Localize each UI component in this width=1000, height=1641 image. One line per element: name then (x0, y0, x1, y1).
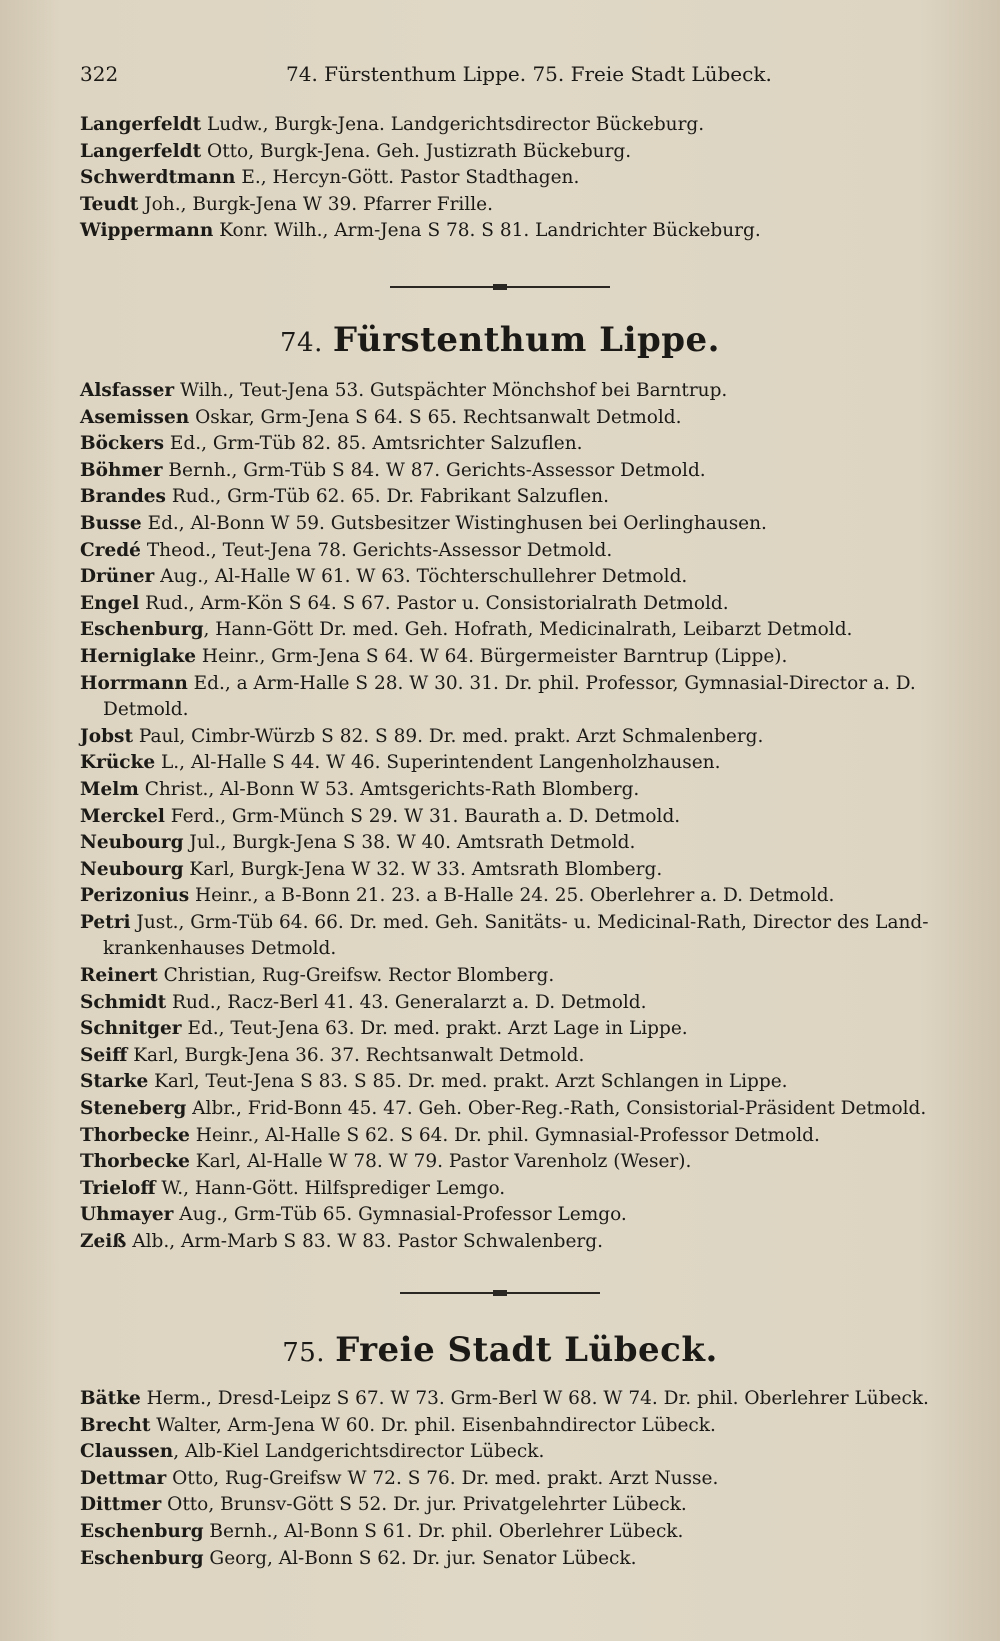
directory-entry (80, 1492, 970, 1519)
directory-entry (80, 1016, 970, 1043)
directory-entry (80, 1176, 970, 1203)
directory-entry (80, 405, 970, 432)
entry-surname: Langerfeldt (80, 140, 202, 162)
entry-details: Oskar, Grm-Jena S 64. S 65. Rechtsanwalt Detmold. (189, 406, 682, 428)
directory-entry (80, 484, 970, 511)
section-title: Fürstenthum Lippe. (332, 320, 721, 360)
entry-details: Alb., Arm-Marb S 83. W 83. Pastor Schwalenberg. (126, 1231, 603, 1252)
directory-entry (80, 1413, 970, 1440)
entry-surname: Horrmann (80, 672, 188, 694)
entry-details: Rud., Arm-Kön S 64. S 67. Pastor u. Consistorialrath Detmold. (139, 592, 729, 614)
entry-surname: Drüner (80, 566, 155, 588)
entry-surname: Reinert (80, 965, 158, 987)
entry-surname: Bätke (80, 1388, 141, 1409)
entry-surname: Zeiß (80, 1231, 127, 1252)
entry-surname: Credé (80, 539, 141, 561)
section-number: 75. (282, 1338, 326, 1368)
entry-details: Albr., Frid-Bonn 45. 47. Geh. Ober-Reg.-Rath, Consistorial-Präsident Detmold. (186, 1098, 927, 1120)
entry-surname: Neubourg (80, 832, 184, 854)
directory-entry (80, 750, 970, 777)
entry-continuation: krankenhauses Detmold. (103, 938, 337, 960)
entry-surname: Eschenburg (80, 619, 204, 641)
directory-entry (80, 777, 970, 804)
directory-entry (80, 830, 970, 857)
entry-surname: Teudt (80, 193, 139, 215)
entry-details: Rud., Racz-Berl 41. 43. Generalarzt a. D. Detmold. (166, 991, 647, 1013)
entry-details: Ed., a Arm-Halle S 28. W 30. 31. Dr. phil. Professor, Gymnasial-Director a. D. (187, 672, 916, 694)
directory-entry (80, 538, 970, 565)
entry-details: Walter, Arm-Jena W 60. Dr. phil. Eisenbahndirector Lübeck. (150, 1414, 716, 1436)
entry-details: Ludw., Burgk-Jena. Landgerichtsdirector Bückeburg. (201, 114, 705, 135)
entry-surname: Neubourg (80, 858, 184, 880)
entry-details: Ed., Al-Bonn W 59. Gutsbesitzer Wistinghusen bei Oerlinghausen. (141, 512, 767, 534)
directory-entry (80, 458, 970, 485)
entry-details: Karl, Teut-Jena S 83. S 85. Dr. med. prakt. Arzt Schlangen in Lippe. (148, 1071, 788, 1093)
directory-entry (80, 671, 970, 724)
entry-surname: Herniglake (80, 645, 197, 667)
entry-surname: Thorbecke (80, 1151, 190, 1173)
entries-continued (80, 112, 970, 245)
directory-entry (80, 963, 970, 990)
directory-entry (80, 511, 970, 538)
directory-entry (80, 591, 970, 618)
entry-surname: Wippermann (80, 220, 214, 242)
entry-surname: Dettmar (80, 1467, 167, 1489)
entry-surname: Dittmer (80, 1494, 162, 1516)
entry-details: Karl, Burgk-Jena W 32. W 33. Amtsrath Blomberg. (183, 858, 663, 880)
directory-entry (80, 431, 970, 458)
entry-details: , Hann-Gött Dr. med. Geh. Hofrath, Medicinalrath, Leibarzt Detmold. (203, 619, 853, 641)
directory-entry (80, 1229, 970, 1256)
section-heading-75 (0, 1330, 1000, 1370)
directory-entry (80, 990, 970, 1017)
entry-details: Heinr., Grm-Jena S 64. W 64. Bürgermeister Barntrup (Lippe). (196, 645, 788, 667)
entry-details: E., Hercyn-Gött. Pastor Stadthagen. (235, 167, 580, 189)
entry-details: Herm., Dresd-Leipz S 67. W 73. Grm-Berl W 68. W 74. Dr. phil. Oberlehrer Lübeck. (140, 1388, 929, 1409)
directory-entry (80, 218, 970, 245)
entry-surname: Melm (80, 778, 139, 800)
entry-surname: Alsfasser (80, 380, 175, 401)
entry-details: Georg, Al-Bonn S 62. Dr. jur. Senator Lübeck. (203, 1547, 637, 1569)
entry-surname: Seiff (80, 1044, 128, 1066)
entry-details: Ed., Teut-Jena 63. Dr. med. prakt. Arzt Lage in Lippe. (181, 1018, 688, 1040)
directory-entry (80, 1202, 970, 1229)
entry-details: Christ., Al-Bonn W 53. Amtsgerichts-Rath Blomberg. (138, 778, 640, 800)
entry-details: W., Hann-Gött. Hilfsprediger Lemgo. (155, 1177, 506, 1199)
directory-entry (80, 1043, 970, 1070)
directory-entry (80, 1546, 970, 1573)
entry-surname: Steneberg (80, 1098, 187, 1120)
entry-details: Karl, Al-Halle W 78. W 79. Pastor Varenholz (Weser). (189, 1151, 692, 1173)
entry-surname: Eschenburg (80, 1547, 204, 1569)
page-number: 322 (80, 62, 119, 86)
entry-surname: Schwerdtmann (80, 167, 236, 189)
directory-entry (80, 165, 970, 192)
entry-details: Otto, Burgk-Jena. Geh. Justizrath Bückeburg. (201, 140, 632, 162)
entry-details: Just., Grm-Tüb 64. 66. Dr. med. Geh. Sanitäts- u. Medicinal-Rath, Director des Land- (130, 911, 929, 933)
directory-entry (80, 192, 970, 219)
entry-surname: Brecht (80, 1414, 151, 1436)
section-number: 74. (279, 328, 323, 358)
entry-surname: Brandes (80, 486, 166, 508)
section-title: Freie Stadt Lübeck. (335, 1330, 718, 1370)
directory-entry (80, 1096, 970, 1123)
entry-details: Heinr., a B-Bonn 21. 23. a B-Halle 24. 25. Oberlehrer a. D. Detmold. (189, 885, 835, 907)
entry-surname: Trieloff (80, 1177, 156, 1199)
entry-details: L., Al-Halle S 44. W 46. Superintendent Langenholzhausen. (155, 752, 721, 774)
directory-entry (80, 724, 970, 751)
entry-surname: Eschenburg (80, 1520, 204, 1542)
entry-details: Ferd., Grm-Münch S 29. W 31. Baurath a. D. Detmold. (164, 805, 681, 827)
directory-entry (80, 1123, 970, 1150)
directory-entry (80, 644, 970, 671)
entry-surname: Schmidt (80, 991, 167, 1013)
directory-entry (80, 1149, 970, 1176)
directory-entry (80, 857, 970, 884)
directory-entry (80, 1466, 970, 1493)
entry-details: Joh., Burgk-Jena W 39. Pfarrer Frille. (138, 193, 494, 215)
directory-entry (80, 910, 970, 963)
entry-details: Aug., Al-Halle W 61. W 63. Töchterschullehrer Detmold. (154, 566, 688, 588)
directory-entry (80, 112, 970, 139)
entry-details: , Alb-Kiel Landgerichtsdirector Lübeck. (173, 1441, 545, 1463)
entry-details: Konr. Wilh., Arm-Jena S 78. S 81. Landrichter Bückeburg. (213, 220, 761, 242)
directory-entry (80, 564, 970, 591)
directory-entry (80, 1386, 970, 1413)
entry-details: Theod., Teut-Jena 78. Gerichts-Assessor Detmold. (140, 539, 613, 561)
entry-surname: Uhmayer (80, 1204, 174, 1226)
entry-surname: Perizonius (80, 885, 190, 907)
entry-details: Otto, Rug-Greifsw W 72. S 76. Dr. med. prakt. Arzt Nusse. (166, 1467, 719, 1489)
entry-details: Bernh., Grm-Tüb S 84. W 87. Gerichts-Assessor Detmold. (162, 459, 706, 481)
entry-surname: Busse (80, 512, 142, 534)
entry-details: Karl, Burgk-Jena 36. 37. Rechtsanwalt Detmold. (127, 1044, 585, 1066)
entry-surname: Petri (80, 911, 131, 933)
directory-entry (80, 883, 970, 910)
entry-details: Otto, Brunsv-Gött S 52. Dr. jur. Privatgelehrter Lübeck. (161, 1494, 687, 1516)
section-divider (390, 286, 610, 288)
entry-details: Rud., Grm-Tüb 62. 65. Dr. Fabrikant Salzuflen. (165, 486, 609, 508)
entry-details: Wilh., Teut-Jena 53. Gutspächter Mönchshof bei Barntrup. (174, 380, 728, 401)
directory-entry (80, 139, 970, 166)
entry-surname: Starke (80, 1071, 149, 1093)
entry-surname: Schnitger (80, 1018, 182, 1040)
entry-details: Ed., Grm-Tüb 82. 85. Amtsrichter Salzuflen. (164, 433, 583, 455)
directory-entry (80, 378, 970, 405)
entry-surname: Böhmer (80, 459, 163, 481)
section-heading-74 (0, 320, 1000, 360)
entry-details: Aug., Grm-Tüb 65. Gymnasial-Professor Lemgo. (173, 1204, 627, 1226)
entry-surname: Asemissen (80, 406, 190, 428)
section-74-entries (80, 378, 970, 1256)
entry-details: Jul., Burgk-Jena S 38. W 40. Amtsrath Detmold. (183, 832, 636, 854)
entry-surname: Claussen (80, 1441, 174, 1463)
section-75-entries (80, 1386, 970, 1572)
running-title: 74. Fürstenthum Lippe. 75. Freie Stadt Lübeck. (286, 62, 772, 86)
entry-continuation: Detmold. (103, 699, 189, 721)
entry-details: Christian, Rug-Greifsw. Rector Blomberg. (157, 965, 555, 987)
directory-entry (80, 1439, 970, 1466)
directory-entry (80, 804, 970, 831)
directory-entry (80, 1519, 970, 1546)
entry-surname: Thorbecke (80, 1124, 190, 1146)
entry-details: Paul, Cimbr-Würzb S 82. S 89. Dr. med. prakt. Arzt Schmalenberg. (133, 725, 764, 747)
directory-entry (80, 1069, 970, 1096)
entry-surname: Merckel (80, 805, 165, 827)
entry-surname: Jobst (80, 725, 133, 747)
entry-details: Heinr., Al-Halle S 62. S 64. Dr. phil. Gymnasial-Professor Detmold. (189, 1124, 820, 1146)
entry-surname: Böckers (80, 433, 164, 455)
entry-surname: Engel (80, 592, 140, 614)
section-divider (400, 1292, 600, 1294)
entry-details: Bernh., Al-Bonn S 61. Dr. phil. Oberlehrer Lübeck. (203, 1520, 684, 1542)
entry-surname: Langerfeldt (80, 114, 202, 135)
entry-surname: Krücke (80, 752, 156, 774)
directory-entry (80, 617, 970, 644)
